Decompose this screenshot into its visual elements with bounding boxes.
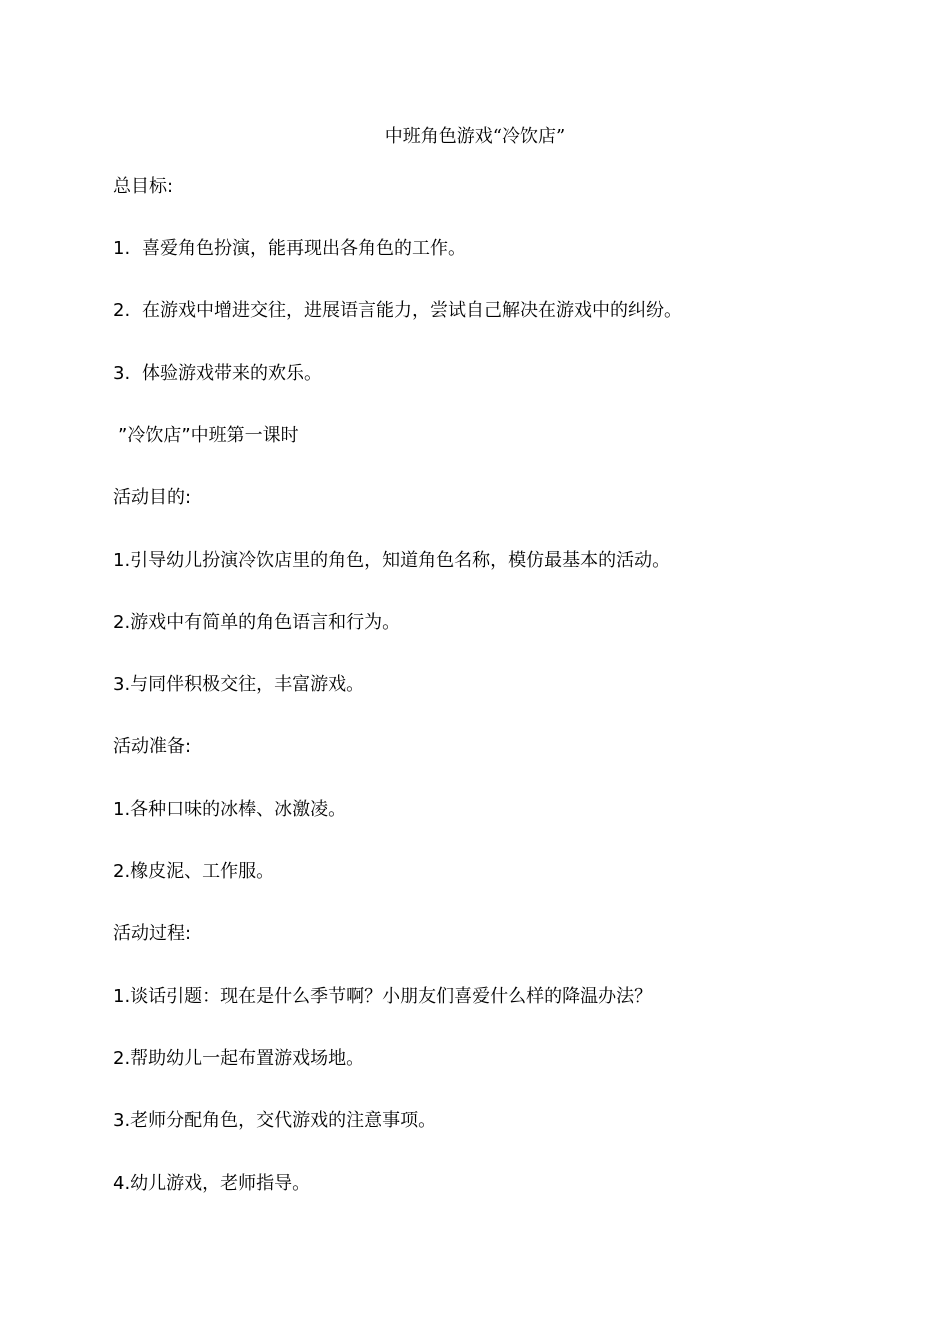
purpose-heading: 活动目的: [113, 487, 192, 508]
overall-goal-item-3 [113, 361, 322, 387]
list-number: 2. [113, 300, 131, 321]
overall-goal-heading: 总目标: [113, 176, 174, 197]
process-heading: 活动过程: [113, 923, 192, 944]
prep-item-2: 2.橡皮泥、工作服。 [113, 861, 275, 882]
overall-goal-item-2 [113, 298, 682, 324]
list-number: 3. [113, 363, 131, 384]
list-item-text: 体验游戏带来的欢乐。 [142, 363, 322, 384]
overall-goal-item-1 [113, 236, 466, 262]
prep-heading: 活动准备: [113, 736, 192, 757]
purpose-item-1: 1.引导幼儿扮演冷饮店里的角色，知道角色名称，模仿最基本的活动。 [113, 550, 671, 571]
document-title: 中班角色游戏“冷饮店” [384, 126, 566, 147]
purpose-item-2: 2.游戏中有简单的角色语言和行为。 [113, 612, 401, 633]
process-item-3: 3.老师分配角色，交代游戏的注意事项。 [113, 1110, 437, 1131]
prep-item-1: 1.各种口味的冰棒、冰激凌。 [113, 799, 347, 820]
lesson-title: ”冷饮店”中班第一课时 [118, 425, 299, 446]
list-item-text: 喜爱角色扮演，能再现出各角色的工作。 [142, 238, 466, 259]
purpose-item-3: 3.与同伴积极交往，丰富游戏。 [113, 674, 365, 695]
list-item-text: 在游戏中增进交往，进展语言能力，尝试自己解决在游戏中的纠纷。 [142, 300, 682, 321]
process-item-4: 4.幼儿游戏，老师指导。 [113, 1173, 311, 1194]
process-item-2: 2.帮助幼儿一起布置游戏场地。 [113, 1048, 365, 1069]
process-item-1: 1.谈话引题：现在是什么季节啊？小朋友们喜爱什么样的降温办法？ [113, 986, 653, 1007]
list-number: 1. [113, 238, 131, 259]
